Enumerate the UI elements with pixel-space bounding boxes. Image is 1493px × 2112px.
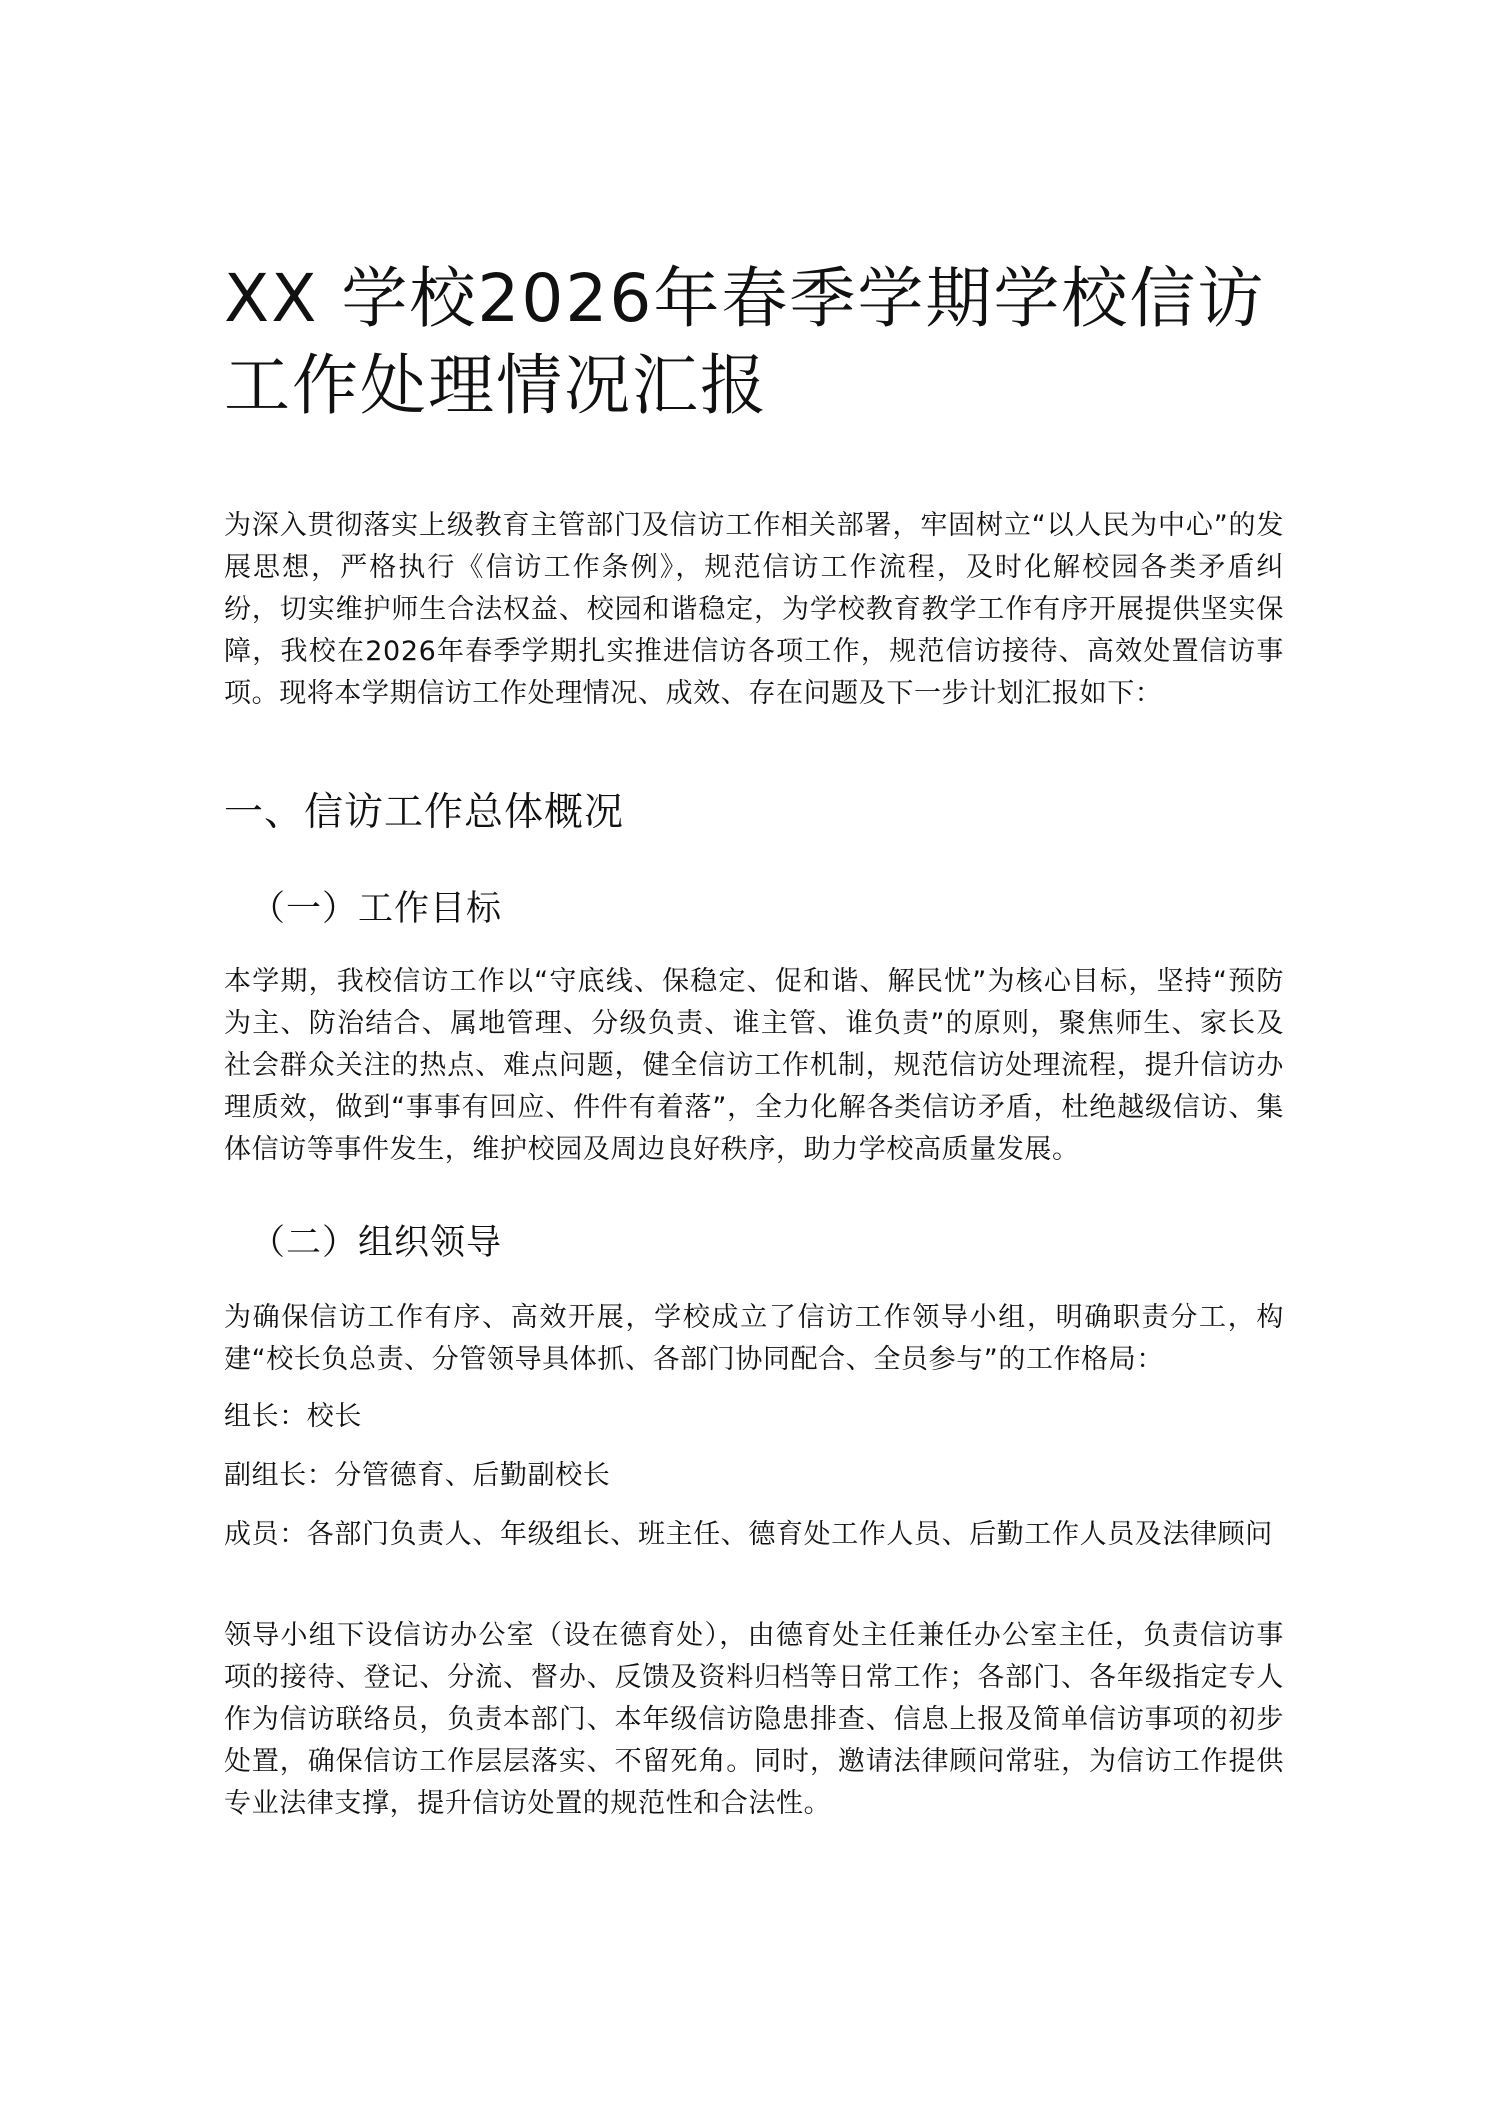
intro-paragraph: 为深入贯彻落实上级教育主管部门及信访工作相关部署，牢固树立“以人民为中心”的发展思想，严格执行《信访工作条例》，规范信访工作流程，及时化解校园各类矛盾纠纷，切实维护师生合法权益、校园和谐稳定，为学校教育教学工作有序开展提供坚实保障，我校在2026年春季学期扎实推进信访各项工作，规范信访接待、高效处置信访事项。现将本学期信访工作处理情况、成效、存在问题及下一步计划汇报如下： <box>224 510 1284 709</box>
members-line: 成员：各部门负责人、年级组长、班主任、德育处工作人员、后勤工作人员及法律顾问 <box>224 1519 1273 1550</box>
office-paragraph: 领导小组下设信访办公室（设在德育处），由德育处主任兼任办公室主任，负责信访事项的接待、登记、分流、督办、反馈及资料归档等日常工作；各部门、各年级指定专人作为信访联络员，负责本部门、本年级信访隐患排查、信息上报及简单信访事项的初步处置，确保信访工作层层落实、不留死角。同时，邀请法律顾问常驻，为信访工作提供专业法律支撑，提升信访处置的规范性和合法性。 <box>224 1620 1284 1819</box>
subsection-heading-leadership: （二）组织领导 <box>250 1223 503 1263</box>
section-heading-overview: 一、信访工作总体概况 <box>224 790 625 835</box>
leadership-paragraph: 为确保信访工作有序、高效开展，学校成立了信访工作领导小组，明确职责分工，构建“校长负总责、分管领导具体抓、各部门协同配合、全员参与”的工作格局： <box>224 1302 1284 1375</box>
leader-line: 组长：校长 <box>224 1401 362 1432</box>
subsection-heading-goals: （一）工作目标 <box>250 889 503 929</box>
deputy-leader-line: 副组长：分管德育、后勤副校长 <box>224 1460 611 1491</box>
document-title: XX 学校2026年春季学期学校信访工作处理情况汇报 <box>224 260 1266 425</box>
goals-paragraph: 本学期，我校信访工作以“守底线、保稳定、促和谐、解民忧”为核心目标，坚持“预防为主、防治结合、属地管理、分级负责、谁主管、谁负责”的原则，聚焦师生、家长及社会群众关注的热点、难点问题，健全信访工作机制，规范信访处理流程，提升信访办理质效，做到“事事有回应、件件有着落”，全力化解各类信访矛盾，杜绝越级信访、集体信访等事件发生，维护校园及周边良好秩序，助力学校高质量发展。 <box>224 966 1284 1165</box>
